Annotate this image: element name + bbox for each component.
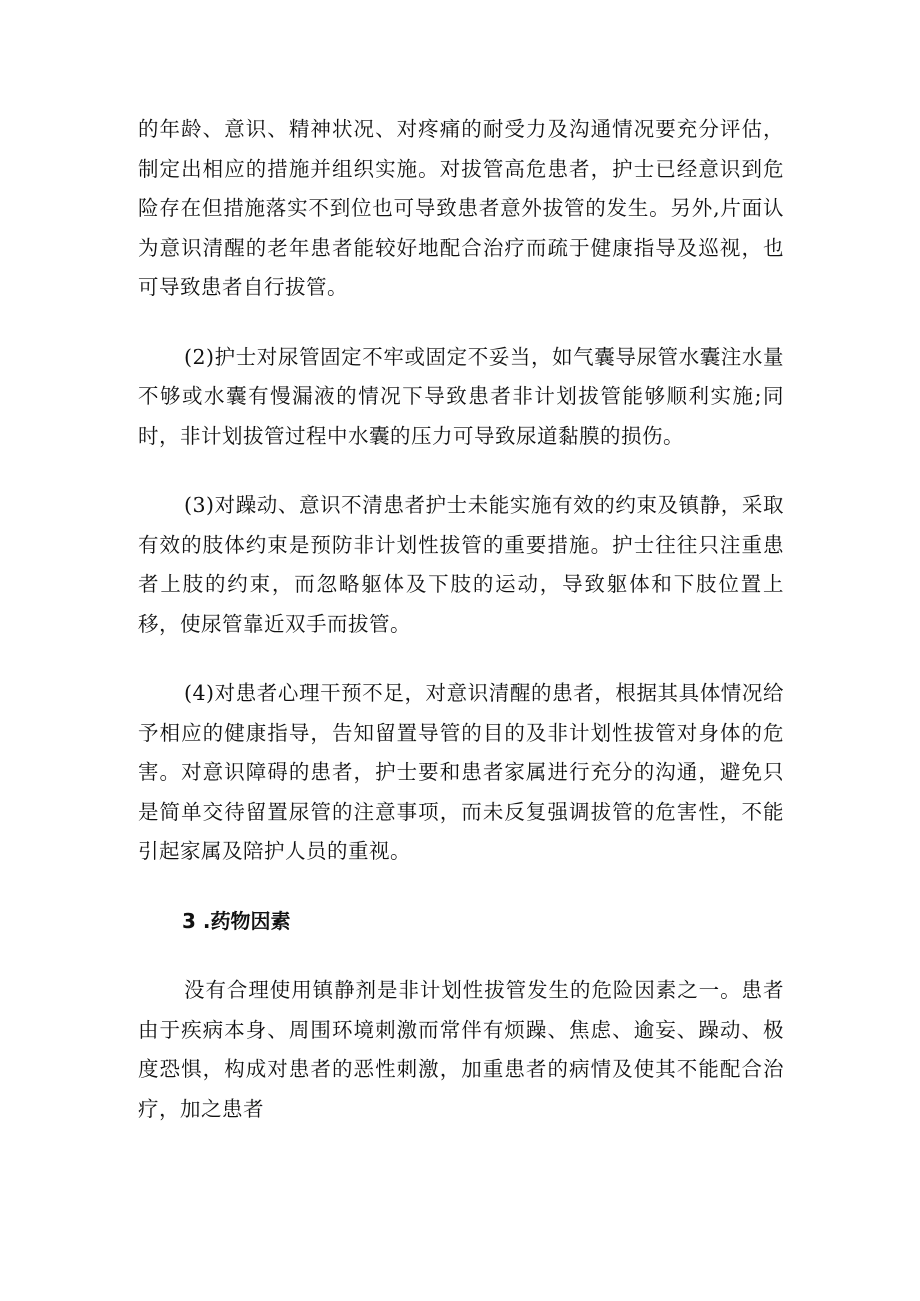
section-heading: 3 .药物因素 [182,908,291,933]
paragraph-item-4: (4)对患者心理干预不足，对意识清醒的患者，根据其具体情况给予相应的健康指导，告知留置导管的目的及非计划性拔管对身体的危害。对意识障碍的患者，护士要和患者家属进行充分的沟通，避免只是简单交待留置尿管的注意事项，而未反复强调拔管的危害性，不能引起家属及陪护人员的重视。 [138,681,784,863]
paragraph-continuation: 的年龄、意识、精神状况、对疼痛的耐受力及沟通情况要充分评估，制定出相应的措施并组织实施。对拔管高危患者，护士已经意识到危险存在但措施落实不到位也可导致患者意外拔管的发生。另外,片面认为意识清醒的老年患者能较好地配合治疗而疏于健康指导及巡视，也可导致患者自行拔管。 [138,117,784,299]
document-page [138,110,784,1129]
paragraph-item-3: (3)对躁动、意识不清患者护士未能实施有效的约束及镇静，采取有效的肢体约束是预防非计划性拔管的重要措施。护士往往只注重患者上肢的约束，而忽略躯体及下肢的运动，导致躯体和下肢位置上移，使尿管靠近双手而拔管。 [138,493,784,636]
paragraph-item-2: (2)护士对尿管固定不牢或固定不妥当，如气囊导尿管水囊注水量不够或水囊有慢漏液的情况下导致患者非计划拔管能够顺利实施;同时，非计划拔管过程中水囊的压力可导致尿道黏膜的损伤。 [138,344,784,448]
section-paragraph: 没有合理使用镇静剂是非计划性拔管发生的危险因素之一。患者由于疾病本身、周围环境刺激而常伴有烦躁、焦虑、逾妄、躁动、极度恐惧，构成对患者的恶性刺激，加重患者的病情及使其不能配合治疗，加之患者 [138,978,784,1121]
